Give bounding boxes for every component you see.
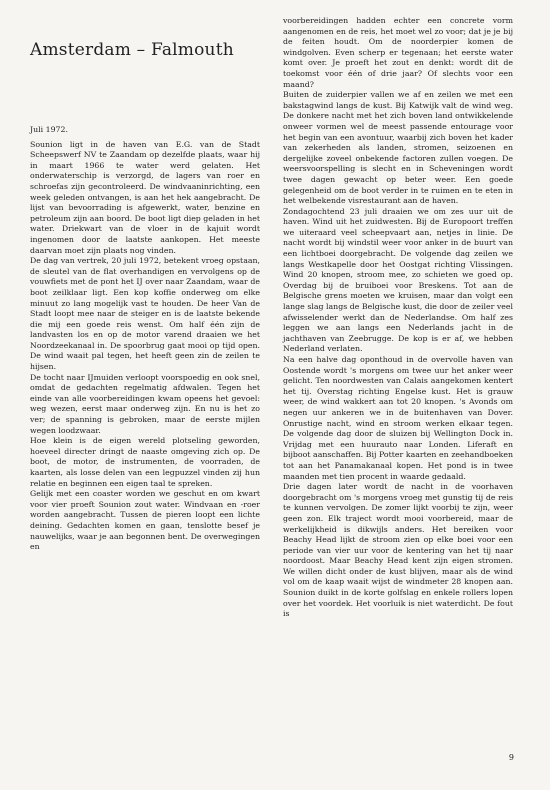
paragraph: Sounion ligt in de haven van E.G. van de Stadt Scheepswerf NV te Zaandam op dezelfde plaats, waar hij in maart 1966 te water werd gelaten. Het onderwaterschip is verzorgd, de lagers van roer en schroefas zijn gecontroleerd. De windvaaninrichting, een week geleden ontvangen, is aan het hek aangebracht. De lijst van bevoorrading is afgewerkt, water, benzine en petroleum zijn aan boord. De boot ligt diep geladen in het water. Driekwart van de vloer in de kajuit wordt ingenomen door de laatste aankopen. Het meeste daarvan moet zijn plaats nog vinden. [30, 139, 260, 255]
paragraph: Na een halve dag oponthoud in de overvolle haven van Oostende wordt 's morgens om twee uur het anker weer gelicht. Ten noordwesten van Calais aangekomen kentert het tij. Overstag richting Engelse kust. Het is grauw weer, de wind wakkert aan tot 20 knopen. 's Avonds om negen uur ankeren we in de buitenhaven van Dover. Onrustige nacht, wind en stroom werken elkaar tegen. De volgende dag door de sluizen bij Wellington Dock in. Vrijdag met een huurauto naar Londen. Liferaft en bijboot aanschaffen. Bij Potter kaarten en zeehandboeken tot aan het Panamakanaal kopen. Het pond is in twee maanden met tien procent in waarde gedaald. [283, 355, 513, 481]
paragraph: De dag van vertrek, 20 juli 1972, betekent vroeg opstaan, de sleutel van de flat overhandigen en vervolgens op de vouwfiets met de pont het IJ over naar Zaandam, waar de boot zeilklaar ligt. Een kop koffie onderweg om elke minuut zo lang mogelijk vast te houden. De heer Van de Stadt loopt mee naar de steiger en is de laatste bekende die mij een goede reis wenst. Om half één zijn de landvasten los en op de motor varend draaien we het Noordzeekanaal in. De spoorbrug gaat mooi op tijd open. De wind waait pal tegen, het heeft geen zin de zeilen te hijsen. [30, 256, 260, 372]
right-column [283, 16, 513, 620]
paragraph: Gelijk met een coaster worden we geschut en om kwart voor vier proeft Sounion zout water. Windvaan en -roer worden aangebracht. Tussen de pieren loopt een lichte deining. Gedachten komen en gaan, tenslotte besef je nauwelijks, waar je aan begonnen bent. De overwegingen en [30, 489, 260, 552]
page-number: 9 [508, 753, 514, 762]
date-line: Juli 1972. [30, 125, 68, 134]
paragraph: voorbereidingen hadden echter een concrete vorm aangenomen en de reis, het moet wel zo voor; dat je je bij de feiten houdt. Om de noorderpier komen de windgolven. Even scherp er tegenaan; het eerste water komt over. Je proeft het zout en denkt: wordt dit de toekomst voor één of drie jaar? Of slechts voor een maand? [283, 16, 513, 89]
page-title: Amsterdam – Falmouth [30, 40, 234, 60]
paragraph: Hoe klein is de eigen wereld plotseling geworden, hoeveel directer dringt de naaste omgeving zich op. De boot, de motor, de instrumenten, de voorraden, de kaarten, als losse delen van een legpuzzel vinden zij hun relatie en beginnen een eigen taal te spreken. [30, 436, 260, 488]
paragraph: Zondagochtend 23 juli draaien we om zes uur uit de haven. Wind uit het zuidwesten. Bij de Europoort treffen we uiteraard veel scheepvaart aan, netjes in linie. De nacht wordt bij windstil weer voor anker in de buurt van een lichtboei doorgebracht. De volgende dag zeilen we langs Westkapelle door het Oostgat richting Vlissingen. Wind 20 knopen, stroom mee, zo schieten we goed op. Overdag bij de bruiboei voor Breskens. Tot aan de Belgische grens moeten we kruisen, maar dan volgt een lange slag langs de Belgische kust, die door de zeiler veel afwisselender werkt dan de Nederlandse. Om half zes leggen we aan langs een Nederlands jacht in de jachthaven van Zeebrugge. De kop is er af, we hebben Nederland verlaten. [283, 206, 513, 354]
left-column [30, 125, 260, 553]
paragraph: De tocht naar IJmuiden verloopt voorspoedig en ook snel, omdat de gedachten regelmatig afdwalen. Tegen het einde van alle voorbereidingen kwam opeens het gevoel: weg wezen, eerst maar onderweg zijn. En nu is het zo ver; de spanning is gebroken, maar de eerste mijlen wegen loodzwaar. [30, 372, 260, 435]
paragraph: Drie dagen later wordt de nacht in de voorhaven doorgebracht om 's morgens vroeg met gunstig tij de reis te kunnen vervolgen. De zomer lijkt voorbij te zijn, weer geen zon. Elk traject wordt mooi voorbereid, maar de werkelijkheid is dikwijls anders. Het bereiken voor Beachy Head lijkt de stroom zien op elke boei voor een periode van vier uur voor de kentering van het tij naar noordoost. Maar Beachy Head kent zijn eigen stromen. We willen dicht onder de kust blijven, maar als de wind vol om de kaap waait wijst de windmeter 28 knopen aan. Sounion duikt in de korte golfslag en enkele rollers lopen over het voordek. Het voorluik is niet waterdicht. De fout is [283, 482, 513, 619]
paragraph: Buiten de zuiderpier vallen we af en zeilen we met een bakstagwind langs de kust. Bij Katwijk valt de wind weg. De donkere nacht met het zich boven land ontwikkelende onweer vormen wel de meest passende entourage voor het begin van een avontuur, waarbij zich boven het kader van zekerheden als landen, stromen, seizoenen en dergelijke zoveel onbekende factoren zullen voegen. De weersvoorspelling is slecht en in Scheveningen wordt twee dagen gewacht op beter weer. Een goede gelegenheid om de boot verder in te ruimen en te eten in het welbekende visrestaurant aan de haven. [283, 90, 513, 206]
